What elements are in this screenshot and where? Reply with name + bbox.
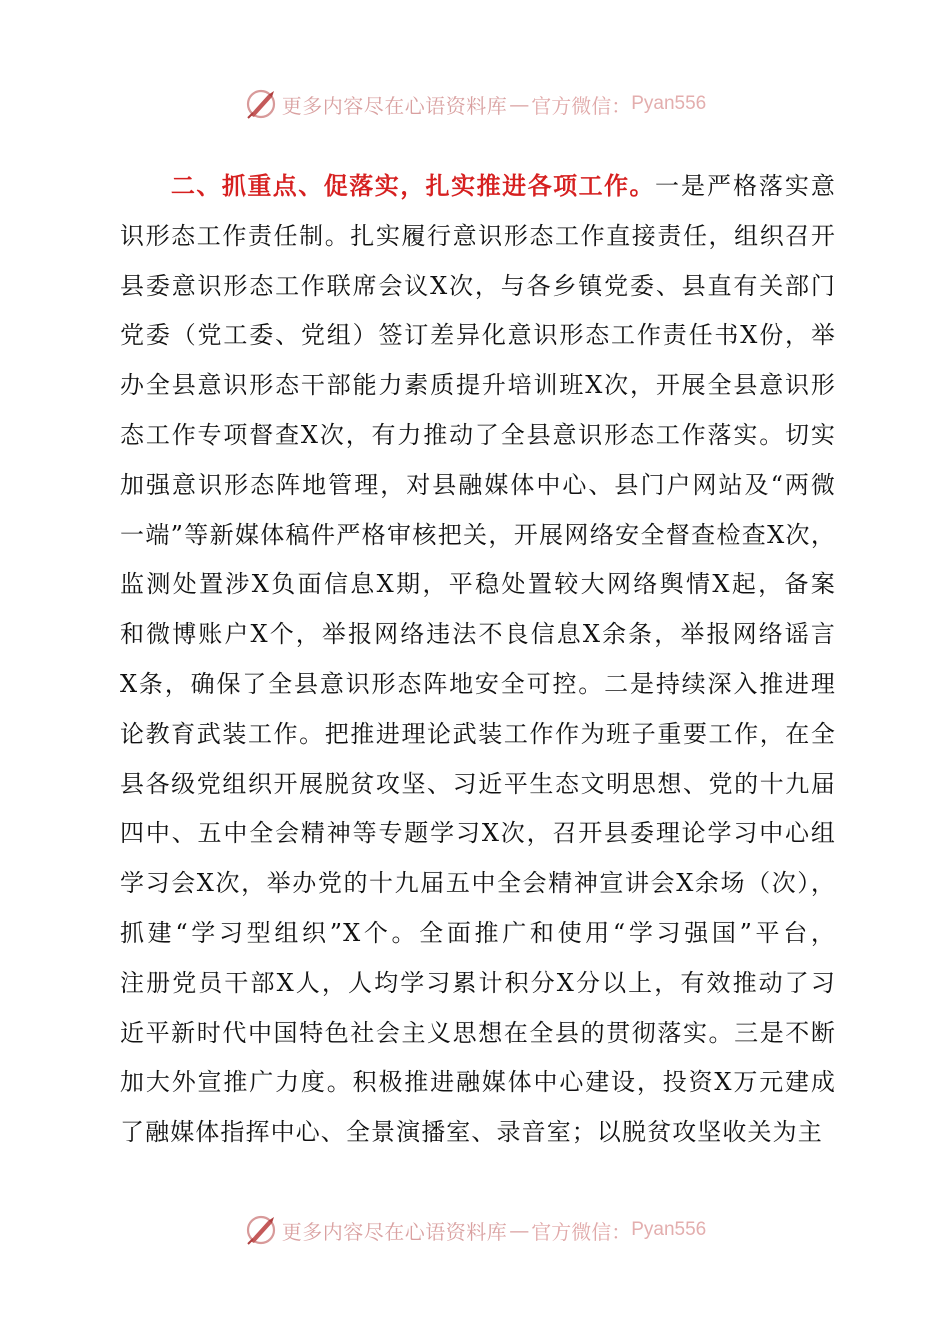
banner-wechat-label: 官方微信： <box>531 93 632 118</box>
body-line: 学习会X次，举办党的十九届五中全会精神宣讲会X余场（次）， <box>120 869 836 898</box>
body-line: 加大外宣推广力度。积极推进融媒体中心建设，投资X万元建成 <box>120 1068 836 1097</box>
body-line: 抓建“学习型组织”X个。全面推广和使用“学习强国”平台， <box>120 918 836 947</box>
body-line: X条，确保了全县意识形态阵地安全可控。二是持续深入推进理 <box>120 669 836 698</box>
body-line: 注册党员干部X人，人均学习累计积分X分以上，有效推动了习 <box>120 968 836 997</box>
body-line: 加强意识形态阵地管理，对县融媒体中心、县门户网站及“两微 <box>120 470 836 499</box>
banner-wechat-id: Pyan556 <box>631 93 707 114</box>
banner-wechat-id: Pyan556 <box>631 1219 707 1240</box>
body-line: 监测处置涉X负面信息X期，平稳处置较大网络舆情X起，备案 <box>120 570 836 599</box>
body-line: 近平新时代中国特色社会主义思想在全县的贯彻落实。三是不断 <box>120 1018 836 1047</box>
body-line: 论教育武装工作。把推进理论武装工作作为班子重要工作，在全 <box>120 719 836 748</box>
banner-slogan: 更多内容尽在心语资料库 <box>281 1219 508 1244</box>
body-line: 识形态工作责任制。扎实履行意识形态工作直接责任，组织召开 <box>120 221 836 250</box>
header-watermark-banner <box>0 84 950 124</box>
body-line: 办全县意识形态干部能力素质提升培训班X次，开展全县意识形 <box>120 371 836 400</box>
body-text: 一是严格落实意 <box>655 172 836 200</box>
body-line: 县各级党组织开展脱贫攻坚、习近平生态文明思想、党的十九届 <box>120 769 836 798</box>
body-line: 和微博账户X个，举报网络违法不良信息X余条，举报网络谣言 <box>120 620 836 649</box>
quill-pen-logo-icon <box>244 87 278 121</box>
body-line: 一端”等新媒体稿件严格审核把关，开展网络安全督查检查X次， <box>120 520 836 549</box>
footer-watermark-banner <box>0 1210 950 1250</box>
banner-dash: — <box>509 92 530 116</box>
section-heading: 二、抓重点、促落实，扎实推进各项工作。 <box>170 172 656 200</box>
document-body <box>120 162 836 1158</box>
banner-slogan: 更多内容尽在心语资料库 <box>281 93 508 118</box>
banner-wechat-label: 官方微信： <box>531 1219 632 1244</box>
body-line: 党委（党工委、党组）签订差异化意识形态工作责任书X份，举 <box>120 321 836 350</box>
body-line-1 <box>120 162 836 212</box>
banner-dash: — <box>509 1218 530 1242</box>
body-line: 态工作专项督查X次，有力推动了全县意识形态工作落实。切实 <box>120 420 836 449</box>
quill-pen-logo-icon <box>244 1213 278 1247</box>
body-line: 县委意识形态工作联席会议X次，与各乡镇党委、县直有关部门 <box>120 271 836 300</box>
body-line: 了融媒体指挥中心、全景演播室、录音室；以脱贫攻坚收关为主 <box>120 1118 823 1147</box>
body-line: 四中、五中全会精神等专题学习X次，召开县委理论学习中心组 <box>120 819 836 848</box>
